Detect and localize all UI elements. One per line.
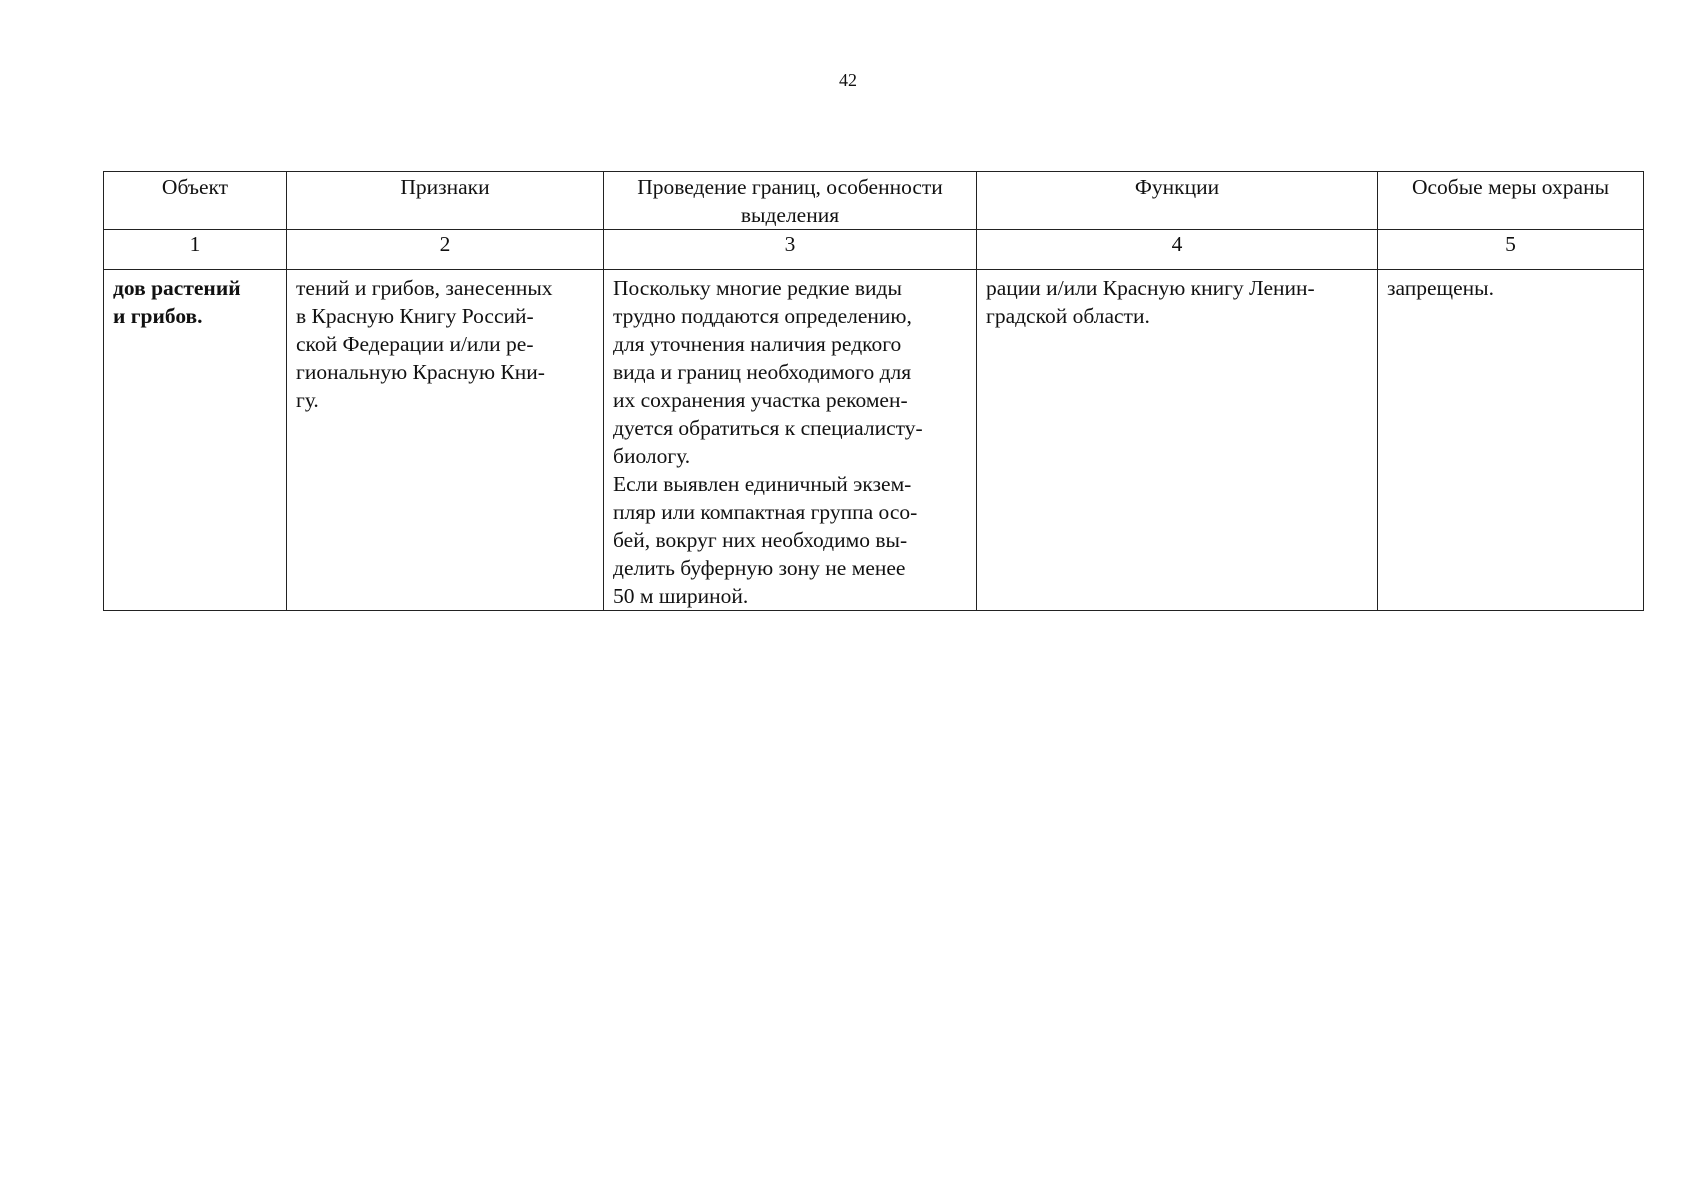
cell-protection-measures (1378, 270, 1644, 611)
cell-line: дуется обратиться к специалисту- (613, 416, 923, 440)
cell-line: пляр или компактная группа осо- (613, 500, 918, 524)
column-number: 4 (977, 230, 1378, 270)
cell-line: градской области. (986, 304, 1150, 328)
cell-line: делить буферную зону не менее (613, 556, 906, 580)
cell-line: и грибов. (113, 304, 203, 328)
column-number-row (104, 230, 1644, 270)
cell-boundaries (604, 270, 977, 611)
cell-line: гиональную Красную Кни- (296, 360, 545, 384)
column-number: 5 (1378, 230, 1644, 270)
cell-line: ской Федерации и/или ре- (296, 332, 534, 356)
cell-line: трудно поддаются определению, (613, 304, 912, 328)
header-features: Признаки (287, 172, 604, 230)
cell-line: бей, вокруг них необходимо вы- (613, 528, 908, 552)
cell-line: вида и границ необходимого для (613, 360, 912, 384)
cell-functions (977, 270, 1378, 611)
cell-object (104, 270, 287, 611)
cell-line: рации и/или Красную книгу Ленин- (986, 276, 1315, 300)
cell-line: Поскольку многие редкие виды (613, 276, 902, 300)
column-number: 3 (604, 230, 977, 270)
cell-line: 50 м шириной. (613, 584, 749, 608)
page-number: 42 (839, 70, 857, 90)
header-boundaries: Проведение границ, особенности выделения (604, 172, 977, 230)
header-functions: Функции (977, 172, 1378, 230)
cell-line: тений и грибов, занесенных (296, 276, 553, 300)
cell-line: биологу. (613, 444, 691, 468)
header-object: Объект (104, 172, 287, 230)
cell-line: запрещены. (1387, 276, 1494, 300)
header-protection-measures: Особые меры охраны (1378, 172, 1644, 230)
cell-line: их сохранения участка рекомен- (613, 388, 908, 412)
cell-line: дов растений (113, 276, 241, 300)
cell-features (287, 270, 604, 611)
cell-line: для уточнения наличия редкого (613, 332, 902, 356)
cell-line: в Красную Книгу Россий- (296, 304, 534, 328)
cell-line: Если выявлен единичный экзем- (613, 472, 912, 496)
cell-line: гу. (296, 388, 319, 412)
table-header-row (104, 172, 1644, 230)
column-number: 1 (104, 230, 287, 270)
protection-measures-table (103, 171, 1644, 611)
table-row (104, 270, 1644, 611)
column-number: 2 (287, 230, 604, 270)
